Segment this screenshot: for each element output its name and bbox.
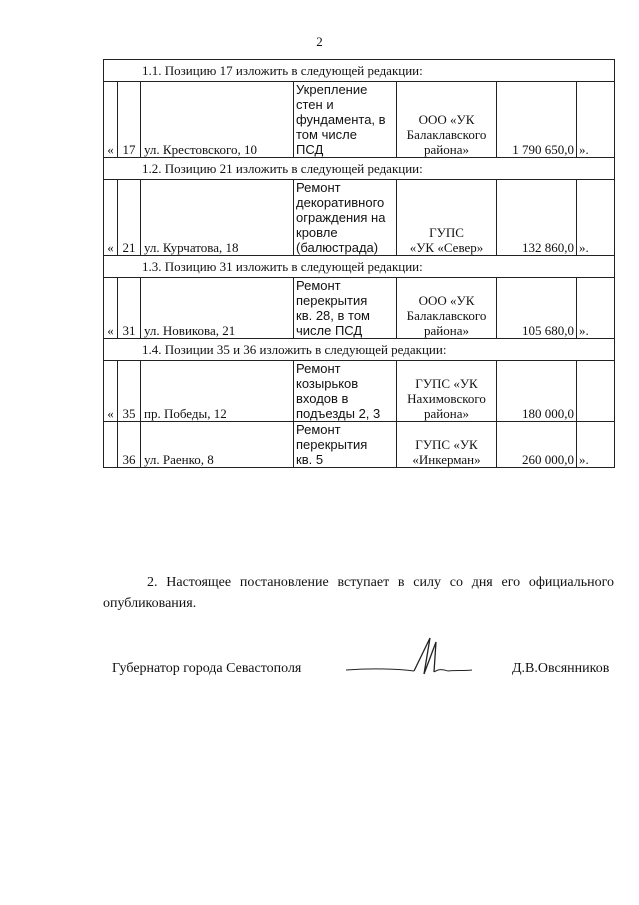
address-cell: ул. Раенко, 8	[141, 422, 294, 468]
work-description-cell-line: кв. 5	[296, 452, 324, 467]
amount-cell: 260 000,0	[497, 422, 577, 468]
section-heading-row	[104, 256, 615, 278]
work-description-cell-line: стен и	[296, 97, 334, 112]
work-description-cell-line: числе ПСД	[296, 323, 363, 338]
organization-cell-line: Нахимовского	[407, 391, 486, 406]
organization-cell-line: района»	[424, 323, 469, 338]
work-description-cell-line: перекрытия	[296, 293, 368, 308]
position-number-cell: 21	[118, 180, 141, 256]
work-description-cell-line: Ремонт	[296, 361, 341, 376]
work-description-cell-line: фундамента, в	[296, 112, 386, 127]
close-quote-cell	[577, 361, 615, 422]
organization-cell	[397, 278, 497, 339]
work-description-cell-line: ограждения на	[296, 210, 386, 225]
section-heading: 1.1. Позицию 17 изложить в следующей редакции:	[104, 60, 615, 82]
organization-cell	[397, 82, 497, 158]
work-description-cell-line: перекрытия	[296, 437, 368, 452]
signatory-title: Губернатор города Севастополя	[112, 661, 302, 676]
position-number-cell: 36	[118, 422, 141, 468]
close-quote-cell: ».	[577, 180, 615, 256]
work-description-cell	[294, 278, 397, 339]
organization-cell-line: ООО «УК	[418, 112, 475, 127]
work-description-cell-line: Ремонт	[296, 422, 341, 437]
work-description-cell-line: декоративного	[296, 195, 385, 210]
organization-cell-line: ГУПС «УК	[415, 437, 478, 452]
amount-cell: 1 790 650,0	[497, 82, 577, 158]
section-heading-row	[104, 158, 615, 180]
work-description-cell-line: кровле	[296, 225, 338, 240]
organization-cell	[397, 180, 497, 256]
organization-cell-line: ГУПС «УК	[415, 376, 478, 391]
section-heading: 1.3. Позицию 31 изложить в следующей редакции:	[104, 256, 615, 278]
address-cell: ул. Курчатова, 18	[141, 180, 294, 256]
amount-cell: 132 860,0	[497, 180, 577, 256]
effective-date-paragraph: 2. Настоящее постановление вступает в силу со дня его официального опубликования.	[103, 575, 614, 611]
handwritten-signature	[344, 630, 474, 680]
work-description-cell-line: подъезды 2, 3	[296, 406, 381, 421]
organization-cell	[397, 361, 497, 422]
table-row	[104, 82, 615, 158]
work-description-cell-line: кв. 28, в том	[296, 308, 370, 323]
work-description-cell-line: Ремонт	[296, 278, 341, 293]
table-row	[104, 422, 615, 468]
positions-table	[103, 59, 615, 468]
work-description-cell	[294, 180, 397, 256]
work-description-cell-line: (балюстрада)	[296, 240, 379, 255]
section-heading: 1.4. Позиции 35 и 36 изложить в следующей редакции:	[104, 339, 615, 361]
work-description-cell-line: Укрепление	[296, 82, 368, 97]
work-description-cell-line: козырьков	[296, 376, 359, 391]
organization-cell-line: ООО «УК	[418, 293, 475, 308]
table-row	[104, 180, 615, 256]
open-quote-cell: «	[104, 180, 118, 256]
address-cell: пр. Победы, 12	[141, 361, 294, 422]
organization-cell-line: «УК «Север»	[409, 240, 484, 255]
close-quote-cell: ».	[577, 278, 615, 339]
work-description-cell	[294, 82, 397, 158]
open-quote-cell: «	[104, 82, 118, 158]
work-description-cell	[294, 422, 397, 468]
amount-cell: 105 680,0	[497, 278, 577, 339]
amount-cell: 180 000,0	[497, 361, 577, 422]
organization-cell-line: Балаклавского	[406, 308, 487, 323]
position-number-cell: 35	[118, 361, 141, 422]
page-number: 2	[316, 34, 323, 49]
work-description-cell-line: ПСД	[296, 142, 324, 157]
organization-cell-line: ГУПС	[429, 225, 464, 240]
work-description-cell-line: том числе	[296, 127, 357, 142]
table-row	[104, 278, 615, 339]
organization-cell-line: района»	[424, 142, 469, 157]
work-description-cell	[294, 361, 397, 422]
position-number-cell: 17	[118, 82, 141, 158]
position-number-cell: 31	[118, 278, 141, 339]
close-quote-cell: ».	[577, 82, 615, 158]
open-quote-cell	[104, 422, 118, 468]
address-cell: ул. Крестовского, 10	[141, 82, 294, 158]
open-quote-cell: «	[104, 278, 118, 339]
work-description-cell-line: входов в	[296, 391, 349, 406]
signatory-name: Д.В.Овсянников	[512, 661, 610, 676]
organization-cell-line: «Инкерман»	[412, 452, 481, 467]
organization-cell-line: района»	[424, 406, 469, 421]
organization-cell-line: Балаклавского	[406, 127, 487, 142]
organization-cell	[397, 422, 497, 468]
table-row	[104, 361, 615, 422]
address-cell: ул. Новикова, 21	[141, 278, 294, 339]
section-heading-row	[104, 339, 615, 361]
close-quote-cell: ».	[577, 422, 615, 468]
section-heading-row	[104, 60, 615, 82]
open-quote-cell: «	[104, 361, 118, 422]
section-heading: 1.2. Позицию 21 изложить в следующей редакции:	[104, 158, 615, 180]
work-description-cell-line: Ремонт	[296, 180, 341, 195]
